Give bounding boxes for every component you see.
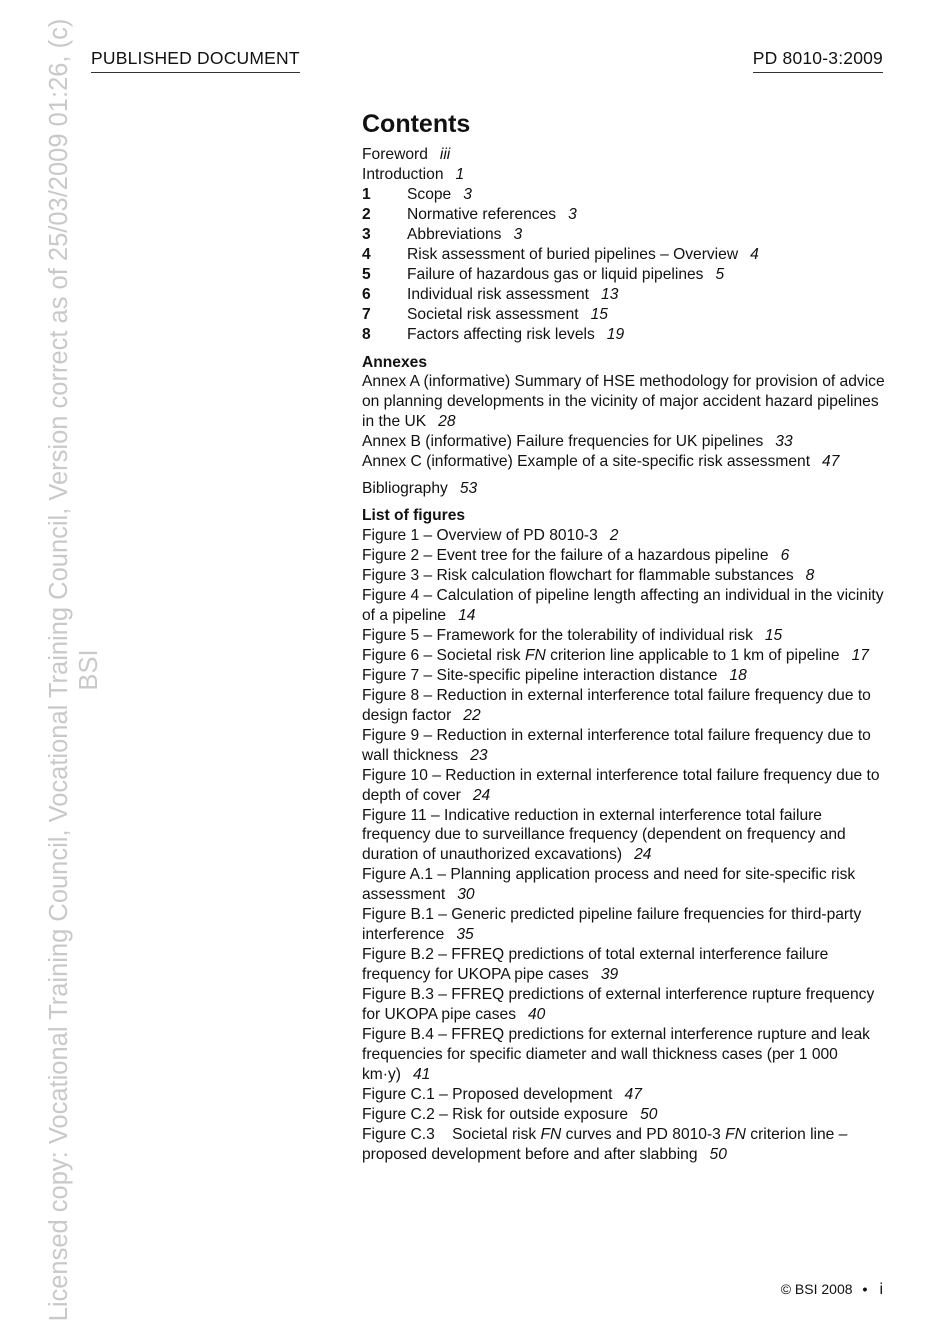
figure-label: Figure A.1 – Planning application process and need for site-specific risk assessment [362,866,856,904]
clause-label: Individual risk assessment [407,285,590,303]
figure-label-post: criterion line applicable to 1 km of pipeline [545,646,840,664]
figure-page: 47 [624,1085,642,1103]
toc-figure-8[interactable] [362,686,890,726]
figure-page: 15 [764,626,783,644]
figure-label: Figure B.2 – FFREQ predictions of total external interference failure frequency for UKOPA pipe cases [362,946,829,984]
clause-label: Scope [407,185,452,203]
clause-number: 7 [362,305,371,323]
figure-page: 6 [780,547,790,565]
figure-label-pre: Figure C.3 Societal risk [362,1125,541,1143]
toc-clause-8[interactable] [362,325,890,345]
toc-figure-6[interactable] [362,646,890,666]
clause-page: 13 [601,285,619,303]
figure-label: Figure 3 – Risk calculation flowchart for flammable substances [362,567,794,585]
annex-label: Annex C (informative) Example of a site-specific risk assessment [362,453,811,471]
spacer [362,345,890,353]
figure-label-pre: Figure 6 – Societal risk [362,646,525,664]
toc-annex-c[interactable] [362,452,890,472]
toc-entry-label: Introduction [362,165,444,183]
figure-label-post: criterion line – proposed development before and after slabbing [362,1125,852,1163]
spacer [362,499,890,506]
clause-page: 3 [463,185,472,203]
figure-page: 24 [634,846,652,864]
figure-label: Figure 8 – Reduction in external interference total failure frequency due to design factor [362,686,871,724]
annex-page: 28 [438,413,456,431]
figure-label: Figure 4 – Calculation of pipeline length affecting an individual in the vicinity of a pipeline [362,587,884,624]
figure-page: 41 [412,1065,431,1083]
clause-label: Factors affecting risk levels [407,325,595,343]
figure-label-em: FN [540,1125,562,1143]
figure-label-em: FN [725,1125,746,1143]
figures-heading: List of figures [362,507,466,525]
figure-label: Figure C.2 – Risk for outside exposure [362,1105,629,1123]
figure-page: 24 [472,786,491,804]
toc-figure-c2[interactable] [362,1105,890,1125]
toc-figure-3[interactable] [362,566,890,586]
annex-label: Annex A (informative) Summary of HSE methodology for provision of advice on planning developments in the vicinity of major accident hazard pipelines in the UK [362,373,885,431]
toc-clause-4[interactable] [362,245,890,265]
figure-label: Figure 10 – Reduction in external interference total failure frequency due to depth of cover [362,766,880,804]
toc-figure-b1[interactable] [362,905,890,945]
figure-page: 23 [470,746,488,764]
toc-entry-foreword[interactable] [362,145,890,165]
toc-figure-11[interactable] [362,806,890,866]
figure-page: 17 [851,646,869,664]
figure-label-mid: curves and PD 8010-3 [561,1125,726,1143]
figure-label: Figure 1 – Overview of PD 8010-3 [362,527,598,545]
watermark-text: Licensed copy: Vocational Training Council, Vocational Training Council, Version correct as of 25/03/2009 01:26, (c) BSI [45,18,103,1322]
annexes-heading: Annexes [362,353,428,371]
clause-number: 3 [362,225,371,243]
bullet-separator: • [862,1281,868,1297]
page-footer [781,1279,883,1300]
toc-clause-1[interactable] [362,185,890,205]
toc-figure-b3[interactable] [362,985,890,1025]
toc-entry-page: 1 [455,165,465,183]
toc-figure-b4[interactable] [362,1025,890,1085]
figure-label: Figure 7 – Site-specific pipeline interaction distance [362,666,718,684]
figure-label: Figure 9 – Reduction in external interference total failure frequency due to wall thickness [362,726,871,764]
figure-label: Figure 11 – Indicative reduction in external interference total failure frequency due to surveillance frequency (dependent on frequency and duration of unauthorized excavations) [362,806,846,864]
clause-number: 1 [362,185,371,203]
clause-label: Normative references [407,205,557,223]
toc-figure-7[interactable] [362,666,890,686]
clause-page: 19 [606,325,625,343]
contents-title: Contents [362,110,471,138]
figure-page: 18 [729,666,747,684]
figure-page: 35 [456,926,474,944]
toc-figure-4[interactable] [362,586,890,626]
toc-clause-3[interactable] [362,225,890,245]
figure-label: Figure B.1 – Generic predicted pipeline failure frequencies for third-party interference [362,906,862,944]
clause-number: 6 [362,285,371,303]
table-of-contents [362,109,890,1165]
annex-label: Annex B (informative) Failure frequencies for UK pipelines [362,433,764,451]
clause-number: 2 [362,205,371,223]
figure-label: Figure B.4 – FFREQ predictions for external interference rupture and leak frequencies for specific diameter and wall thickness cases (per 1 000 km·y) [362,1025,870,1083]
figure-label: Figure C.1 – Proposed development [362,1085,613,1103]
toc-annex-a[interactable] [362,372,890,432]
figure-page: 22 [463,706,481,724]
figure-page: 30 [457,886,475,904]
toc-clause-6[interactable] [362,285,890,305]
toc-figure-9[interactable] [362,726,890,766]
toc-figure-5[interactable] [362,626,890,646]
toc-figure-1[interactable] [362,526,890,546]
spacer [362,472,890,479]
figure-page: 50 [640,1105,658,1123]
clause-number: 5 [362,265,371,283]
toc-figure-10[interactable] [362,766,890,806]
figure-label: Figure 5 – Framework for the tolerability of individual risk [362,626,753,644]
clause-page: 5 [715,265,725,283]
figure-page: 8 [805,567,815,585]
clause-page: 3 [513,225,523,243]
toc-entry-page: iii [439,146,451,163]
toc-clause-5[interactable] [362,265,890,285]
figure-page: 50 [709,1145,727,1163]
header-document-type: PUBLISHED DOCUMENT [91,47,300,73]
toc-clause-7[interactable] [362,305,890,325]
annex-page: 47 [822,453,840,471]
clause-page: 15 [590,305,608,323]
clause-label: Risk assessment of buried pipelines – Overview [407,245,739,263]
toc-annex-b[interactable] [362,432,890,452]
figure-page: 39 [600,966,619,984]
toc-bibliography[interactable] [362,479,890,499]
figure-label-em: FN [524,646,546,664]
bibliography-page: 53 [459,480,478,498]
toc-figure-c3[interactable] [362,1125,890,1165]
clause-page: 3 [568,205,577,223]
clause-label: Abbreviations [407,225,502,243]
toc-clause-2[interactable] [362,205,890,225]
toc-figure-a1[interactable] [362,865,890,905]
clause-label: Societal risk assessment [407,305,579,323]
toc-figure-c1[interactable] [362,1085,890,1105]
license-watermark [0,0,103,1344]
annex-page: 33 [775,433,793,451]
header-document-id: PD 8010-3:2009 [753,47,883,73]
toc-figure-2[interactable] [362,546,890,566]
clause-label: Failure of hazardous gas or liquid pipelines [407,265,704,283]
clause-number: 4 [362,245,371,263]
figure-page: 2 [609,527,619,545]
bibliography-label: Bibliography [362,480,448,498]
toc-figure-b2[interactable] [362,945,890,985]
clause-number: 8 [362,325,371,343]
copyright-notice: © BSI 2008 [780,1281,853,1297]
toc-entry-label: Foreword [362,146,428,163]
figure-page: 40 [528,1006,546,1024]
figure-page: 14 [458,606,476,624]
clause-page: 4 [750,245,759,263]
toc-entry-introduction[interactable] [362,165,890,185]
figure-label: Figure B.3 – FFREQ predictions of external interference rupture frequency for UKOPA pipe cases [362,986,875,1024]
page-number: i [879,1281,883,1298]
figure-label: Figure 2 – Event tree for the failure of a hazardous pipeline [362,547,769,565]
